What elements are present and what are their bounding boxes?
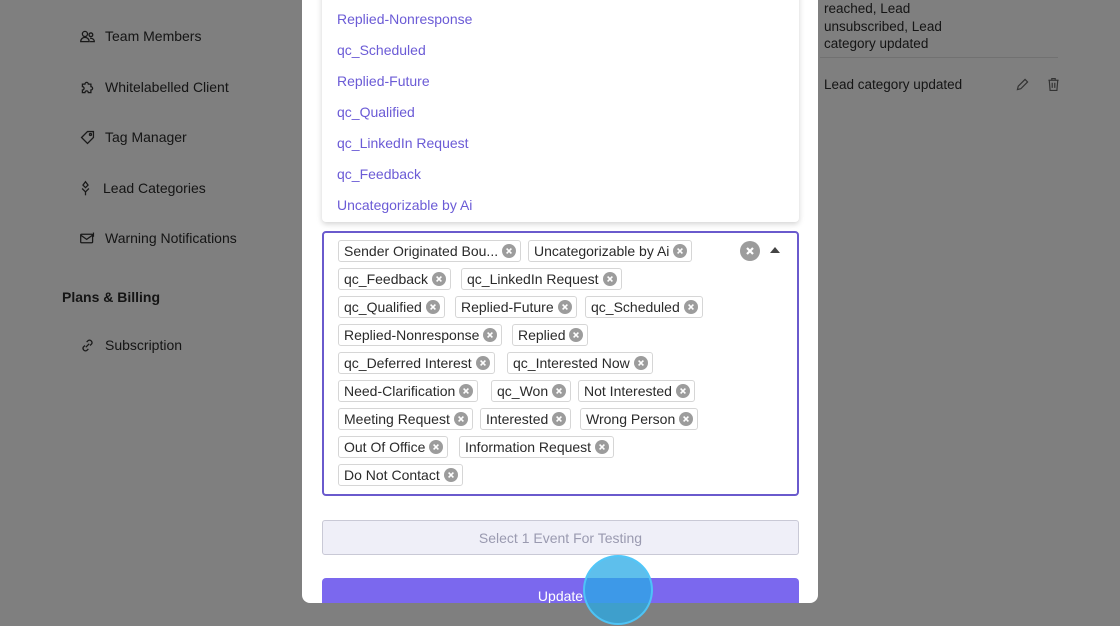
chip-label: qc_Won [497, 383, 549, 399]
selected-chip [459, 436, 614, 458]
remove-chip-icon[interactable] [426, 300, 440, 314]
remove-chip-icon[interactable] [603, 272, 617, 286]
dropdown-option[interactable]: qc_Feedback [337, 166, 422, 182]
chip-label: qc_Scheduled [591, 299, 680, 315]
selected-chip [338, 436, 448, 458]
remove-chip-icon[interactable] [679, 412, 693, 426]
remove-chip-icon[interactable] [502, 244, 516, 258]
remove-chip-icon[interactable] [552, 384, 566, 398]
remove-chip-icon[interactable] [673, 244, 687, 258]
selected-chip [585, 296, 703, 318]
chip-label: qc_Qualified [344, 299, 422, 315]
chip-label: Replied [518, 327, 566, 343]
selected-chip [338, 268, 451, 290]
selected-chip [338, 324, 502, 346]
selected-chip [338, 380, 478, 402]
category-dropdown-list [322, 0, 799, 222]
selected-chip [338, 240, 521, 262]
chip-label: Do Not Contact [344, 467, 440, 483]
selected-chip [512, 324, 588, 346]
chip-label: qc_Deferred Interest [344, 355, 472, 371]
chip-label: Meeting Request [344, 411, 450, 427]
select-event-testing-button[interactable]: Select 1 Event For Testing [322, 520, 799, 555]
remove-chip-icon[interactable] [558, 300, 572, 314]
chip-label: Replied-Nonresponse [344, 327, 480, 343]
selected-chip [491, 380, 571, 402]
selected-chip [455, 296, 577, 318]
selected-chip [338, 464, 463, 486]
chip-label: Uncategorizable by Ai [534, 243, 670, 259]
selected-chip [480, 408, 571, 430]
selected-chip [507, 352, 653, 374]
chevron-up-icon[interactable] [770, 247, 780, 253]
chip-label: Sender Originated Bou... [344, 243, 499, 259]
remove-chip-icon[interactable] [552, 412, 566, 426]
selected-chip [580, 408, 698, 430]
remove-chip-icon[interactable] [476, 356, 490, 370]
selected-chip [338, 352, 495, 374]
chip-label: Information Request [465, 439, 592, 455]
remove-chip-icon[interactable] [634, 356, 648, 370]
chip-label: Need-Clarification [344, 383, 456, 399]
selected-chip [578, 380, 695, 402]
chip-label: qc_Interested Now [513, 355, 630, 371]
category-multiselect[interactable] [322, 231, 799, 496]
remove-chip-icon[interactable] [483, 328, 497, 342]
remove-chip-icon[interactable] [569, 328, 583, 342]
remove-chip-icon[interactable] [432, 272, 446, 286]
selected-chip [461, 268, 622, 290]
chip-label: Not Interested [584, 383, 672, 399]
chip-label: Wrong Person [586, 411, 676, 427]
chip-label: Out Of Office [344, 439, 426, 455]
selected-chip [338, 296, 445, 318]
chip-label: qc_LinkedIn Request [467, 271, 599, 287]
clear-all-icon[interactable] [740, 241, 760, 261]
remove-chip-icon[interactable] [459, 384, 473, 398]
selected-chip [528, 240, 692, 262]
chip-label: Interested [486, 411, 549, 427]
dropdown-option[interactable]: qc_Qualified [337, 104, 415, 120]
dropdown-option[interactable]: qc_LinkedIn Request [337, 135, 469, 151]
remove-chip-icon[interactable] [684, 300, 698, 314]
remove-chip-icon[interactable] [444, 468, 458, 482]
selected-chip [338, 408, 473, 430]
chip-label: qc_Feedback [344, 271, 429, 287]
update-button[interactable]: Update [322, 578, 799, 603]
remove-chip-icon[interactable] [595, 440, 609, 454]
dropdown-option[interactable]: Replied-Nonresponse [337, 11, 473, 27]
click-indicator [583, 555, 653, 625]
chip-label: Replied-Future [461, 299, 554, 315]
remove-chip-icon[interactable] [676, 384, 690, 398]
dropdown-option[interactable]: Replied-Future [337, 73, 430, 89]
remove-chip-icon[interactable] [429, 440, 443, 454]
webhook-modal [302, 0, 818, 603]
remove-chip-icon[interactable] [454, 412, 468, 426]
dropdown-option[interactable]: Uncategorizable by Ai [337, 197, 473, 213]
dropdown-option[interactable]: qc_Scheduled [337, 42, 426, 58]
